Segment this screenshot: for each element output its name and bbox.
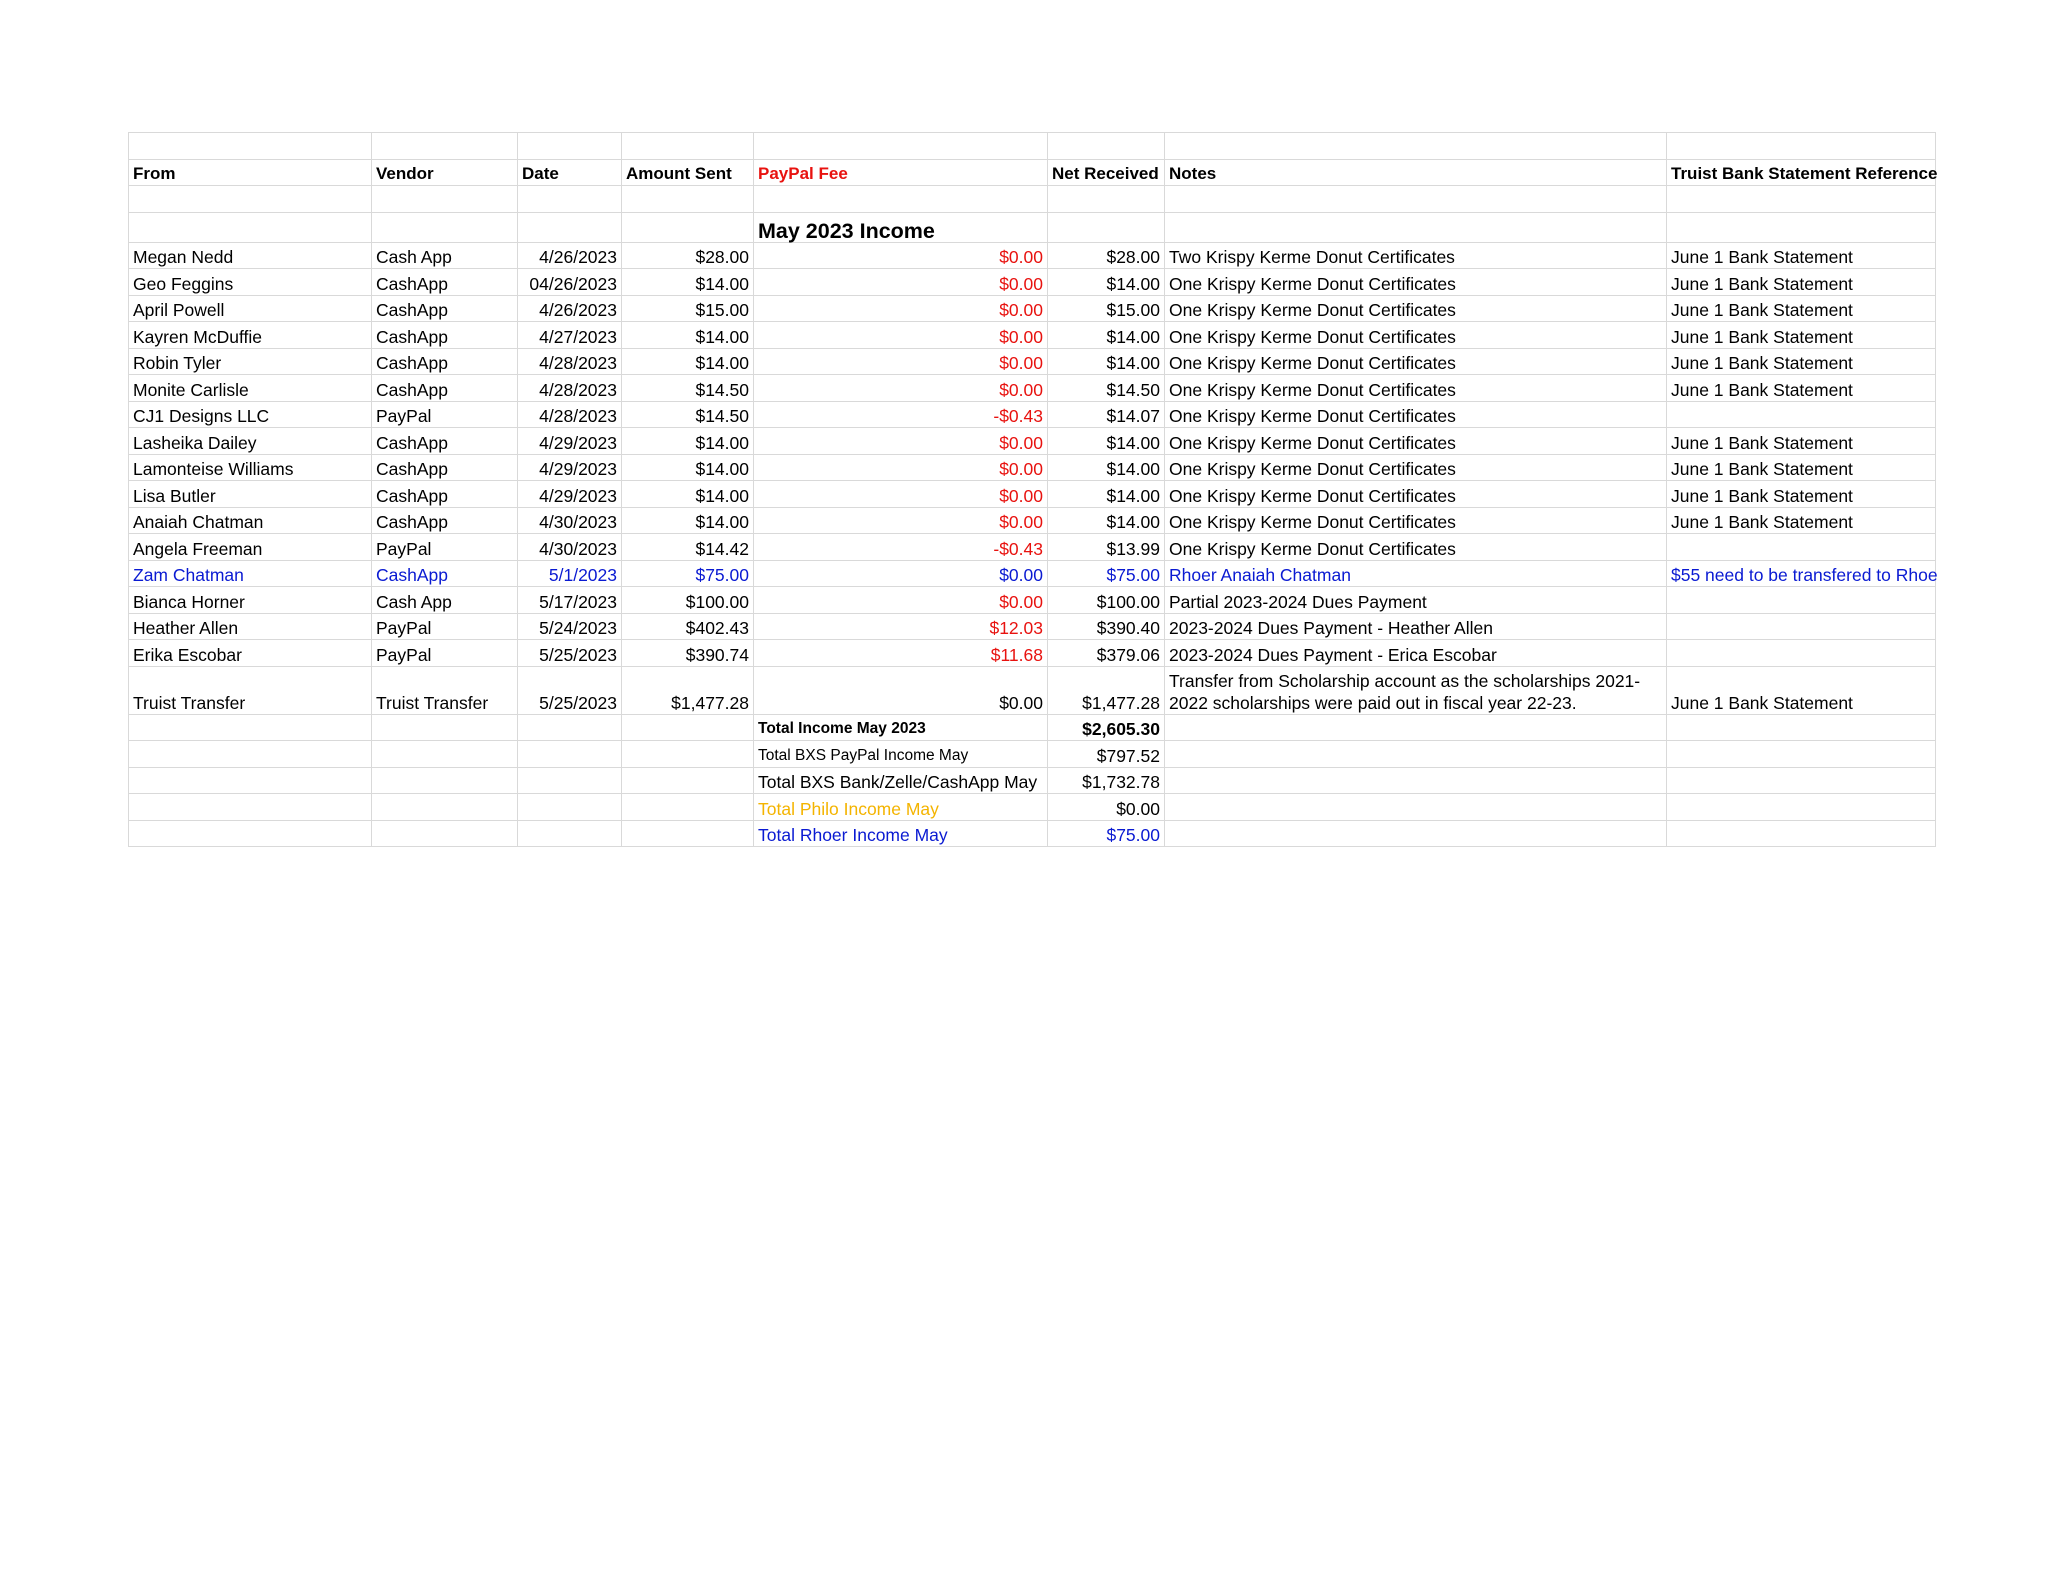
notes-cell: One Krispy Kerme Donut Certificates [1165,507,1667,534]
table-row [129,269,1936,296]
header-date: Date [518,159,622,186]
date-cell: 5/17/2023 [518,587,622,614]
header-from: From [129,159,372,186]
total-label: Total Philo Income May [754,794,1048,821]
table-row [129,348,1936,375]
date-cell: 4/28/2023 [518,348,622,375]
date-cell: 5/25/2023 [518,666,622,714]
amount-sent-cell: $402.43 [622,613,754,640]
truist-ref-cell [1667,401,1936,428]
notes-cell: Partial 2023-2024 Dues Payment [1165,587,1667,614]
total-label: Total Income May 2023 [754,714,1048,741]
date-cell: 5/1/2023 [518,560,622,587]
vendor-cell: Truist Transfer [372,666,518,714]
income-spreadsheet [128,132,1938,847]
from-cell: Lamonteise Williams [129,454,372,481]
notes-cell: 2023-2024 Dues Payment - Erica Escobar [1165,640,1667,667]
truist-ref-cell [1667,587,1936,614]
date-cell: 4/26/2023 [518,295,622,322]
truist-ref-cell: June 1 Bank Statement [1667,295,1936,322]
paypal-fee-cell: $0.00 [754,269,1048,296]
header-net-received: Net Received [1048,159,1165,186]
vendor-cell: CashApp [372,269,518,296]
total-row [129,794,1936,821]
net-received-cell: $14.00 [1048,428,1165,455]
from-cell: Monite Carlisle [129,375,372,402]
total-value: $2,605.30 [1048,714,1165,741]
table-row [129,507,1936,534]
header-row [129,159,1936,186]
net-received-cell: $13.99 [1048,534,1165,561]
net-received-cell: $14.00 [1048,269,1165,296]
amount-sent-cell: $14.00 [622,481,754,508]
net-received-cell: $15.00 [1048,295,1165,322]
vendor-cell: CashApp [372,481,518,508]
vendor-cell: Cash App [372,242,518,269]
paypal-fee-cell: $0.00 [754,507,1048,534]
truist-ref-cell: June 1 Bank Statement [1667,428,1936,455]
from-cell: Zam Chatman [129,560,372,587]
total-value: $797.52 [1048,741,1165,768]
table-row [129,242,1936,269]
amount-sent-cell: $390.74 [622,640,754,667]
net-received-cell: $390.40 [1048,613,1165,640]
vendor-cell: CashApp [372,428,518,455]
paypal-fee-cell: $0.00 [754,560,1048,587]
truist-ref-cell: June 1 Bank Statement [1667,348,1936,375]
truist-ref-cell: June 1 Bank Statement [1667,454,1936,481]
table-row [129,560,1936,587]
date-cell: 04/26/2023 [518,269,622,296]
net-received-cell: $100.00 [1048,587,1165,614]
amount-sent-cell: $14.00 [622,428,754,455]
amount-sent-cell: $75.00 [622,560,754,587]
from-cell: Megan Nedd [129,242,372,269]
truist-ref-cell: June 1 Bank Statement [1667,269,1936,296]
from-cell: CJ1 Designs LLC [129,401,372,428]
table-row [129,534,1936,561]
from-cell: Geo Feggins [129,269,372,296]
amount-sent-cell: $14.00 [622,454,754,481]
paypal-fee-cell: $0.00 [754,428,1048,455]
header-paypal-fee: PayPal Fee [754,159,1048,186]
paypal-fee-cell: $0.00 [754,322,1048,349]
notes-cell: One Krispy Kerme Donut Certificates [1165,481,1667,508]
amount-sent-cell: $15.00 [622,295,754,322]
net-received-cell: $75.00 [1048,560,1165,587]
vendor-cell: PayPal [372,401,518,428]
table-row [129,322,1936,349]
vendor-cell: CashApp [372,560,518,587]
total-value: $0.00 [1048,794,1165,821]
notes-cell: One Krispy Kerme Donut Certificates [1165,269,1667,296]
net-received-cell: $379.06 [1048,640,1165,667]
from-cell: Heather Allen [129,613,372,640]
notes-cell: One Krispy Kerme Donut Certificates [1165,348,1667,375]
blank-row [129,186,1936,213]
section-row [129,212,1936,242]
paypal-fee-cell: $0.00 [754,348,1048,375]
paypal-fee-cell: $0.00 [754,295,1048,322]
from-cell: April Powell [129,295,372,322]
paypal-fee-cell: $12.03 [754,613,1048,640]
amount-sent-cell: $14.00 [622,348,754,375]
from-cell: Angela Freeman [129,534,372,561]
paypal-fee-cell: $0.00 [754,666,1048,714]
total-label: Total BXS Bank/Zelle/CashApp May [754,767,1048,794]
from-cell: Robin Tyler [129,348,372,375]
net-received-cell: $14.07 [1048,401,1165,428]
truist-ref-cell: June 1 Bank Statement [1667,481,1936,508]
notes-cell: One Krispy Kerme Donut Certificates [1165,375,1667,402]
table-row [129,375,1936,402]
from-cell: Lisa Butler [129,481,372,508]
from-cell: Lasheika Dailey [129,428,372,455]
section-title: May 2023 Income [754,212,1048,242]
table-row [129,454,1936,481]
amount-sent-cell: $14.00 [622,322,754,349]
vendor-cell: CashApp [372,322,518,349]
table-row [129,640,1936,667]
from-cell: Erika Escobar [129,640,372,667]
total-row [129,820,1936,847]
notes-cell: 2023-2024 Dues Payment - Heather Allen [1165,613,1667,640]
from-cell: Anaiah Chatman [129,507,372,534]
vendor-cell: CashApp [372,295,518,322]
totals-rows [129,714,1936,847]
date-cell: 4/28/2023 [518,401,622,428]
date-cell: 5/25/2023 [518,640,622,667]
date-cell: 4/29/2023 [518,454,622,481]
vendor-cell: PayPal [372,534,518,561]
total-label: Total Rhoer Income May [754,820,1048,847]
net-received-cell: $14.50 [1048,375,1165,402]
truist-ref-cell: June 1 Bank Statement [1667,375,1936,402]
amount-sent-cell: $14.50 [622,375,754,402]
header-truist-ref: Truist Bank Statement Reference [1667,159,1936,186]
net-received-cell: $14.00 [1048,322,1165,349]
vendor-cell: PayPal [372,640,518,667]
table-row [129,613,1936,640]
net-received-cell: $14.00 [1048,348,1165,375]
from-cell: Truist Transfer [129,666,372,714]
income-rows [129,242,1936,714]
notes-cell: Rhoer Anaiah Chatman [1165,560,1667,587]
amount-sent-cell: $28.00 [622,242,754,269]
date-cell: 5/24/2023 [518,613,622,640]
from-cell: Kayren McDuffie [129,322,372,349]
notes-cell: One Krispy Kerme Donut Certificates [1165,428,1667,455]
paypal-fee-cell: -$0.43 [754,534,1048,561]
income-table [128,132,1936,847]
paypal-fee-cell: $0.00 [754,454,1048,481]
truist-ref-cell: $55 need to be transfered to Rhoe [1667,560,1936,587]
date-cell: 4/28/2023 [518,375,622,402]
total-row [129,714,1936,741]
from-cell: Bianca Horner [129,587,372,614]
truist-ref-cell [1667,534,1936,561]
date-cell: 4/26/2023 [518,242,622,269]
total-value: $1,732.78 [1048,767,1165,794]
vendor-cell: Cash App [372,587,518,614]
notes-cell: One Krispy Kerme Donut Certificates [1165,401,1667,428]
amount-sent-cell: $14.00 [622,507,754,534]
table-row [129,401,1936,428]
table-row [129,481,1936,508]
total-row [129,741,1936,768]
header-notes: Notes [1165,159,1667,186]
amount-sent-cell: $14.50 [622,401,754,428]
vendor-cell: CashApp [372,348,518,375]
total-label: Total BXS PayPal Income May [754,741,1048,768]
notes-cell: One Krispy Kerme Donut Certificates [1165,295,1667,322]
total-value: $75.00 [1048,820,1165,847]
net-received-cell: $14.00 [1048,507,1165,534]
notes-cell: Two Krispy Kerme Donut Certificates [1165,242,1667,269]
table-row [129,587,1936,614]
date-cell: 4/27/2023 [518,322,622,349]
notes-cell: One Krispy Kerme Donut Certificates [1165,322,1667,349]
truist-ref-cell [1667,613,1936,640]
amount-sent-cell: $14.00 [622,269,754,296]
truist-ref-cell: June 1 Bank Statement [1667,666,1936,714]
paypal-fee-cell: $0.00 [754,587,1048,614]
truist-ref-cell: June 1 Bank Statement [1667,242,1936,269]
net-received-cell: $1,477.28 [1048,666,1165,714]
net-received-cell: $28.00 [1048,242,1165,269]
vendor-cell: CashApp [372,375,518,402]
truist-ref-cell [1667,640,1936,667]
notes-cell: One Krispy Kerme Donut Certificates [1165,454,1667,481]
amount-sent-cell: $14.42 [622,534,754,561]
net-received-cell: $14.00 [1048,454,1165,481]
table-row [129,295,1936,322]
vendor-cell: CashApp [372,507,518,534]
amount-sent-cell: $100.00 [622,587,754,614]
paypal-fee-cell: $11.68 [754,640,1048,667]
notes-cell: Transfer from Scholarship account as the scholarships 2021-2022 scholarships were paid out in fiscal year 22-23. [1165,666,1667,714]
blank-row [129,133,1936,160]
notes-cell: One Krispy Kerme Donut Certificates [1165,534,1667,561]
date-cell: 4/29/2023 [518,481,622,508]
date-cell: 4/30/2023 [518,507,622,534]
date-cell: 4/29/2023 [518,428,622,455]
paypal-fee-cell: $0.00 [754,481,1048,508]
net-received-cell: $14.00 [1048,481,1165,508]
table-row [129,666,1936,714]
header-vendor: Vendor [372,159,518,186]
amount-sent-cell: $1,477.28 [622,666,754,714]
date-cell: 4/30/2023 [518,534,622,561]
paypal-fee-cell: $0.00 [754,242,1048,269]
table-row [129,428,1936,455]
truist-ref-cell: June 1 Bank Statement [1667,322,1936,349]
truist-ref-cell: June 1 Bank Statement [1667,507,1936,534]
total-row [129,767,1936,794]
vendor-cell: CashApp [372,454,518,481]
vendor-cell: PayPal [372,613,518,640]
paypal-fee-cell: -$0.43 [754,401,1048,428]
header-amount-sent: Amount Sent [622,159,754,186]
paypal-fee-cell: $0.00 [754,375,1048,402]
